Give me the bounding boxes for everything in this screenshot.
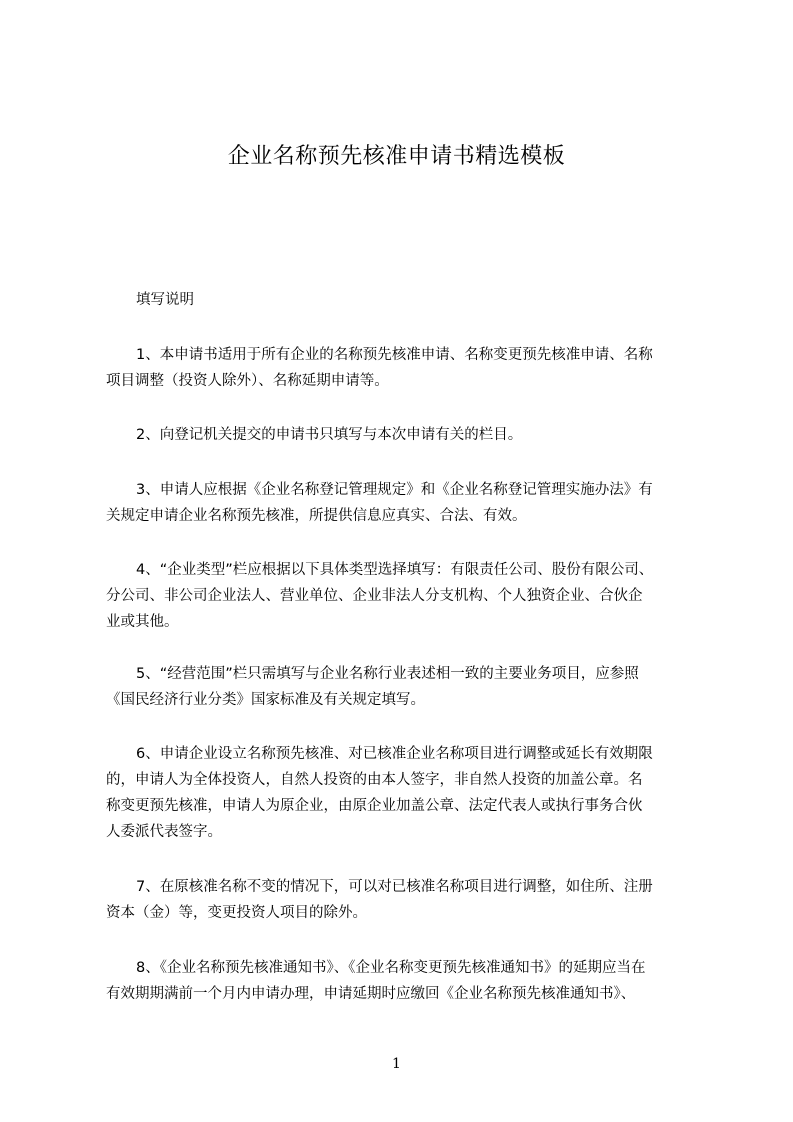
paragraph-line: 3、申请人应根据《企业名称登记管理规定》和《企业名称登记管理实施办法》有 (136, 482, 653, 498)
paragraph-line: 4、“企业类型”栏应根据以下具体类型选择填写：有限责任公司、股份有限公司、 (136, 562, 654, 578)
paragraph-line: 人委派代表签字。 (106, 824, 222, 840)
paragraph-8 (106, 955, 706, 1007)
paragraph-line: 资本（金）等，变更投资人项目的除外。 (106, 905, 367, 921)
paragraph-line: 项目调整（投资人除外）、名称延期申请等。 (106, 373, 389, 389)
paragraph-line: 关规定申请企业名称预先核准，所提供信息应真实、合法、有效。 (106, 508, 527, 524)
paragraph-line: 8、《企业名称预先核准通知书》、《企业名称变更预先核准通知书》的延期应当在 (136, 960, 646, 976)
paragraph-line: 6、申请企业设立名称预先核准、对已核准企业名称项目进行调整或延长有效期限 (136, 746, 653, 762)
paragraph-line: 2、向登记机关提交的申请书只填写与本次申请有关的栏目。 (136, 427, 523, 443)
paragraph-line: 的，申请人为全体投资人，自然人投资的由本人签字，非自然人投资的加盖公章。名 (106, 772, 643, 788)
paragraph-line: 1、本申请书适用于所有企业的名称预先核准申请、名称变更预先核准申请、名称 (136, 347, 653, 363)
paragraph-line: 业或其他。 (106, 614, 179, 630)
paragraph-2 (106, 422, 706, 448)
section-heading: 填写说明 (136, 292, 194, 308)
paragraph-line: 有效期期满前一个月内申请办理，申请延期时应缴回《企业名称预先核准通知书》、 (106, 986, 636, 1002)
paragraph-4 (106, 557, 706, 635)
paragraph-line: 7、在原核准名称不变的情况下，可以对已核准名称项目进行调整，如住所、注册 (136, 879, 653, 895)
page-number: 1 (392, 1056, 401, 1072)
paragraph-6 (106, 741, 706, 845)
paragraph-line: 分公司、非公司企业法人、营业单位、企业非法人分支机构、个人独资企业、合伙企 (106, 588, 643, 604)
paragraph-1 (106, 342, 706, 394)
document-title: 企业名称预先核准申请书精选模板 (227, 144, 566, 169)
paragraph-line: 《国民经济行业分类》国家标准及有关规定填写。 (106, 692, 425, 708)
paragraph-line: 5、“经营范围”栏只需填写与企业名称行业表述相一致的主要业务项目，应参照 (136, 666, 639, 682)
paragraph-5 (106, 661, 706, 713)
paragraph-3 (106, 477, 706, 529)
paragraph-7 (106, 874, 706, 926)
paragraph-line: 称变更预先核准，申请人为原企业，由原企业加盖公章、法定代表人或执行事务合伙 (106, 798, 643, 814)
